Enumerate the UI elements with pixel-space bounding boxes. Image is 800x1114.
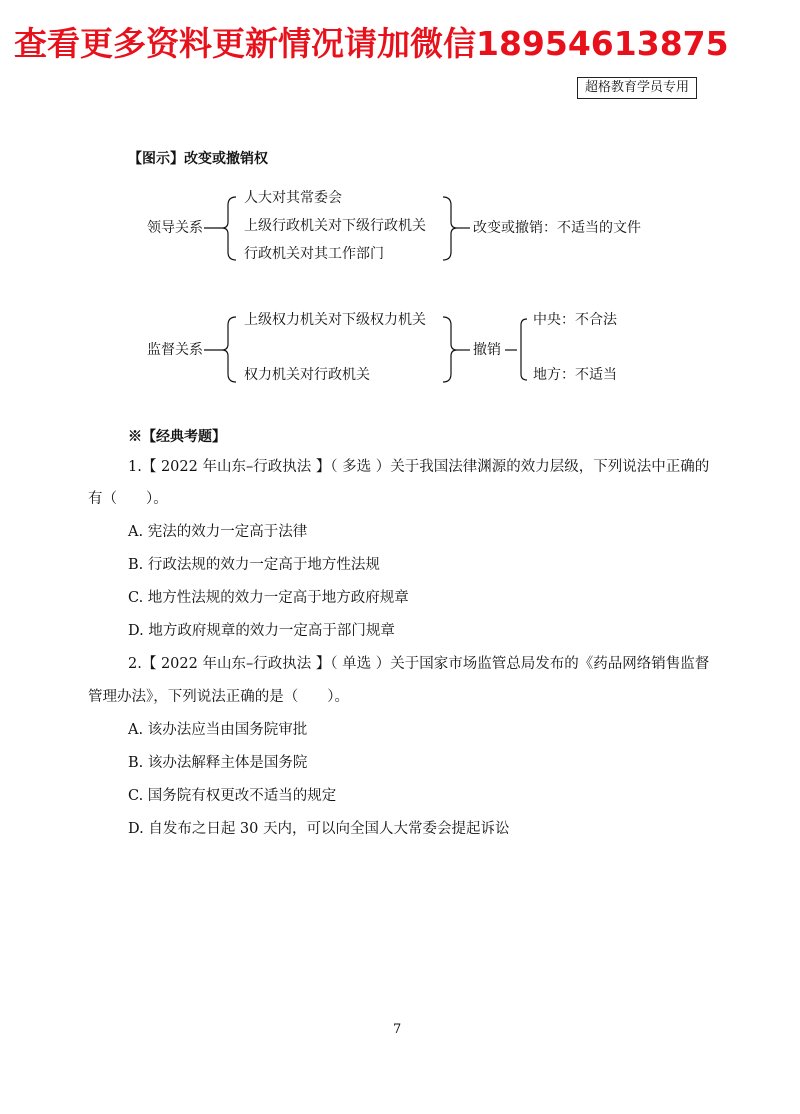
q1-stem-line: 1.【 2022 年山东–行政执法 】（ 多选 ）关于我国法律渊源的效力层级，下列说法中正确的 [128,459,710,475]
q2-option-c: C. 国务院有权更改不适当的规定 [128,788,337,804]
supervision-item: 权力机关对行政机关 [244,367,370,383]
leadership-right-brace [443,197,457,260]
leadership-item: 行政机关对其工作部门 [244,246,384,262]
q2-stem-line: 管理办法》，下列说法正确的是（ ）。 [88,689,349,705]
q1-option-a: A. 宪法的效力一定高于法律 [128,524,308,540]
supervision-outcome: 中央：不合法 [533,312,617,328]
q1-option-d: D. 地方政府规章的效力一定高于部门规章 [128,623,395,639]
outcome-brace [521,319,527,380]
q2-option-a: A. 该办法应当由国务院审批 [128,722,308,738]
q2-option-b: B. 该办法解释主体是国务院 [128,755,308,771]
supervision-item: 上级权力机关对下级权力机关 [244,312,426,328]
questions-heading: ※【经典考题】 [128,429,226,445]
leadership-item: 人大对其常委会 [244,190,342,206]
supervision-mid-label: 撤销 [473,342,501,358]
q1-stem-line: 有（ ）。 [88,491,168,507]
q2-option-d: D. 自发布之日起 30 天内，可以向全国人大常委会提起诉讼 [128,821,510,837]
page-number: 7 [393,1022,402,1037]
q1-option-b: B. 行政法规的效力一定高于地方性法规 [128,557,380,573]
supervision-right-brace [443,317,457,382]
leadership-left-brace [222,197,236,260]
figure-heading: 【图示】改变或撤销权 [128,151,268,167]
leadership-result: 改变或撤销：不适当的文件 [473,220,641,236]
student-only-badge: 超格教育学员专用 [577,77,697,99]
q1-option-c: C. 地方性法规的效力一定高于地方政府规章 [128,590,409,606]
q2-stem-line: 2.【 2022 年山东–行政执法 】（ 单选 ）关于国家市场监管总局发布的《药品网络销售监督 [128,656,710,672]
leadership-item: 上级行政机关对下级行政机关 [244,218,426,234]
supervision-left-brace [222,317,236,382]
leadership-label: 领导关系 [147,220,203,236]
watermark-banner: 查看更多资料更新情况请加微信18954613875 [14,24,729,63]
supervision-outcome: 地方：不适当 [533,367,617,383]
supervision-label: 监督关系 [147,342,203,358]
